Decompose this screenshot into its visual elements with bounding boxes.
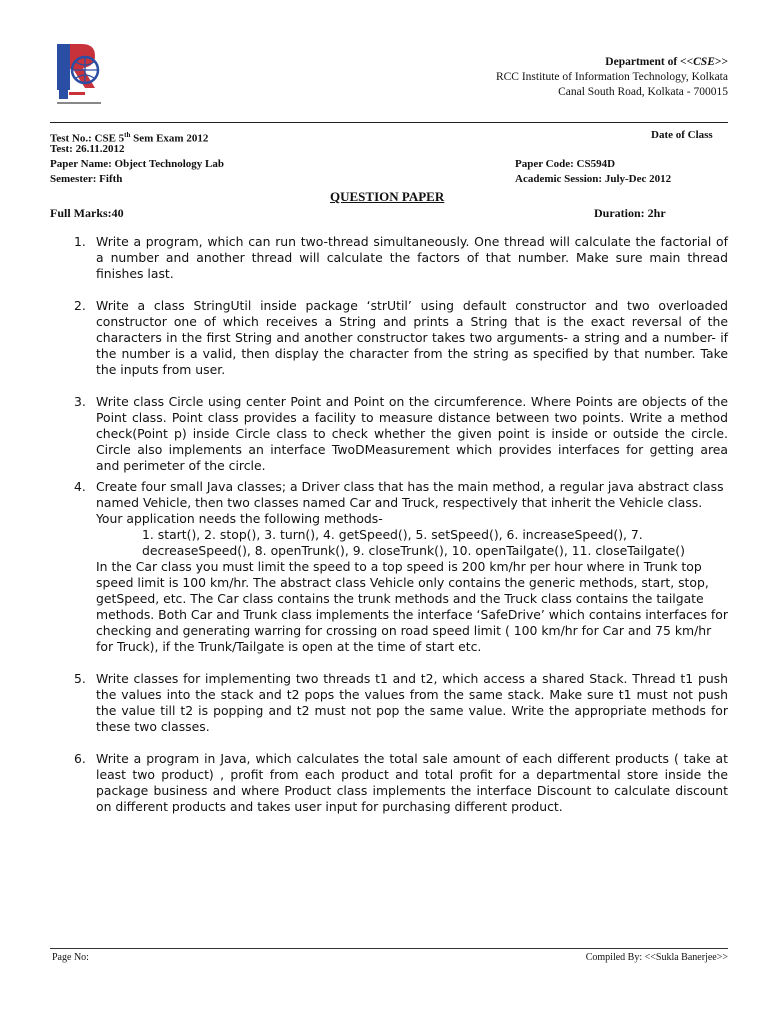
full-marks: Full Marks:40 (50, 206, 124, 220)
question-5: 5. Write classes for implementing two threads t1 and t2, which access a shared Stack. Thread t1 push the values into the stack and t2 pops the values from the same stack. Make sure t1 must not push the value till t2 is popping and t2 must not pop the same value. Write the appropriate methods for these two classes. (74, 671, 728, 734)
date-of-class: Date of Class (651, 129, 713, 141)
method-list: 1. start(), 2. stop(), 3. turn(), 4. getSpeed(), 5. setSpeed(), 6. increaseSpeed(), 7. decreaseSpeed(), 8. openTrunk(), 9. closeTrunk(), 10. openTailgate(), 11. closeTailgate() (142, 527, 685, 558)
question-4: 4. Create four small Java classes; a Driver class that has the main method, a regular java abstract class named Vehicle, then two classes named Car and Truck, respectively that inherit the Vehicle class. Your application needs the following methods- 1. start(), 2. stop(), 3. turn(), 4. getSpeed(), 5. setSpeed(), 6. increaseSpeed(), 7. decreaseSpeed(), 8. openTrunk(), 9. closeTrunk(), 10. openTailgate(), 11. closeTailgate() In the Car class you must limit the speed to a top speed is 200 km/hr per hour where in Trunk top speed limit is 100 km/hr. The abstract class Vehicle only contains the generic methods, start, stop, getSpeed, etc. The Car class contains the trunk methods and the Truck class contains the tailgate methods. Both Car and Trunk class implements the interface ‘SafeDrive’ which contains interfaces for checking and generating warring for crossing on road speed limit ( 100 km/hr for Car and 75 km/hr for Truck), if the Trunk/Tailgate is open at the time of start etc. (74, 479, 728, 654)
question-2: 2. Write a class StringUtil inside package ‘strUtil’ using default constructor and two overloaded constructor one of which receives a String and prints a String that is the exact reversal of the characters in the first String and another constructor takes two arguments- a string and a number- if the number is a valid, then display the character from the string as specified by that number. Take the inputs from user. (74, 298, 728, 377)
paper-code: Paper Code: CS594D (515, 158, 616, 170)
question-6: 6. Write a program in Java, which calculates the total sale amount of each different products ( take at least two product) , profit from each product and total profit for a departmental store inside the package business and where Product class implements the interface Discount to calculate discount on different products and takes user input for purchasing different product. (74, 751, 728, 814)
question-1: 1. Write a program, which can run two-thread simultaneously. One thread will calculate the factorial of a number and another thread will calculate the factors of that number. Make sure main thread finishes last. (74, 234, 728, 281)
compiled-by: Compiled By: <<Sukla Banerjee>> (585, 952, 728, 963)
semester: Semester: Fifth (50, 173, 123, 185)
paper-name: Paper Name: Object Technology Lab (50, 158, 224, 170)
institute-address: Canal South Road, Kolkata - 700015 (558, 86, 728, 98)
department-name: CSE (693, 56, 715, 68)
test-number: Test No.: CSE 5th Sem Exam 2012 (50, 131, 209, 145)
question-3: 3. Write class Circle using center Point and Point on the circumference. Where Points are objects of the Point class. Point class provides a facility to measure distance between two points. Write a method check(Point p) inside Circle class to check whether the given point is inside or outside the circle. Circle also implements an interface TwoDMeasurement which provides interfaces for getting area and perimeter of the circle. (74, 394, 728, 473)
academic-session: Academic Session: July-Dec 2012 (515, 173, 672, 185)
institute-logo (55, 42, 103, 108)
test-date: Test: 26.11.2012 (50, 143, 125, 155)
question-paper-title: QUESTION PAPER (330, 189, 445, 204)
footer-divider (50, 948, 728, 949)
page-number-label: Page No: (52, 952, 89, 963)
duration: Duration: 2hr (594, 206, 666, 220)
header-divider (50, 122, 728, 123)
department-line: Department of <<CSE>> (605, 56, 728, 68)
institute-name: RCC Institute of Information Technology, Kolkata (495, 71, 728, 83)
question-list (62, 234, 728, 815)
department-block (496, 55, 728, 100)
